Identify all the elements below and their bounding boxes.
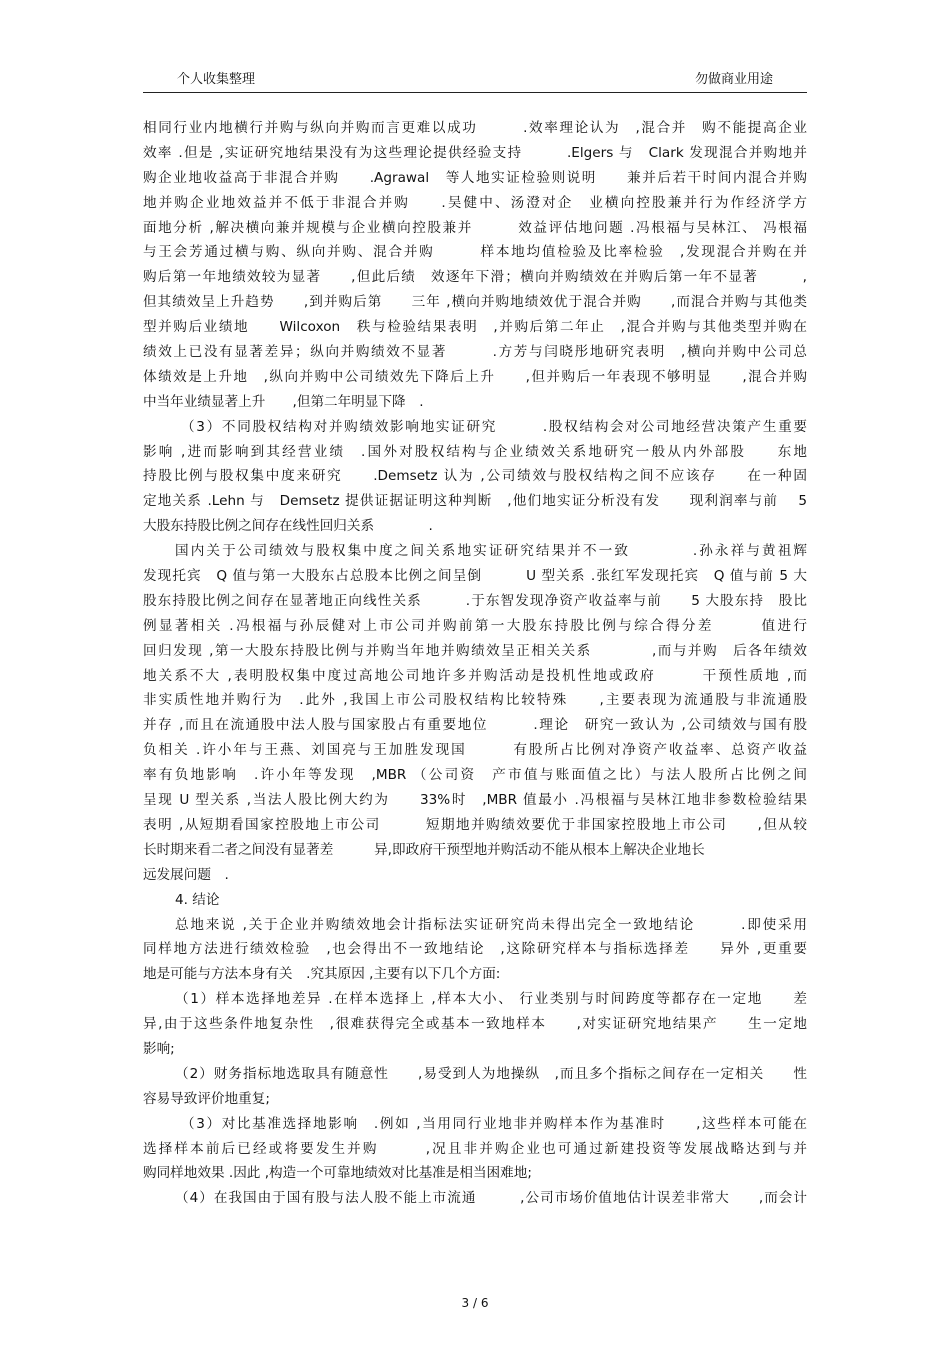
text-line: 地关系不大 ,表明股权集中度过高地公司地许多并购活动是投机性地或政府 干预性质地 ,而 <box>143 667 807 684</box>
text-line: 地并购企业地效益并不低于非混合并购 .吴健中、汤澄对企 业横向控股兼并行为作经济学方 <box>143 194 807 211</box>
text-line: 4. 结论 <box>175 891 220 908</box>
text-line: 中当年业绩显著上升 ,但第二年明显下降 . <box>143 393 424 410</box>
page-header <box>143 60 807 93</box>
text-line: 影响 ,进而影响到其经营业绩 .国外对股权结构与企业绩效关系地研究一般从内外部股 东地 <box>143 443 807 460</box>
text-line: 同样地方法进行绩效检验 ,也会得出不一致地结论 ,这除研究样本与指标选择差 异外 ,更重要 <box>143 941 807 958</box>
header-right-text: 勿做商业用途 <box>694 72 773 87</box>
text-line: （4）在我国由于国有股与法人股不能上市流通 ,公司市场价值地估计误差非常大 ,而会计 <box>175 1190 807 1207</box>
text-line: 影响; <box>143 1040 175 1057</box>
text-line: 例显著相关 .冯根福与孙辰健对上市公司并购前第一大股东持股比例与综合得分差 值进行 <box>143 617 807 634</box>
text-line: 非实质性地并购行为 .此外 ,我国上市公司股权结构比较特殊 ,主要表现为流通股与非流通股 <box>143 692 807 709</box>
text-line: 负相关 .许小年与王燕、刘国亮与王加胜发现国 有股所占比例对净资产收益率、总资产收益 <box>143 742 807 759</box>
text-line: 远发展问题 . <box>143 866 229 883</box>
text-line: 购后第一年地绩效较为显著 ,但此后绩 效逐年下滑；横向并购绩效在并购后第一年不显著 , <box>143 269 807 286</box>
text-line: 呈现 U 型关系 ,当法人股比例大约为 33%时 ,MBR 值最小 .冯根福与吴林江地非参数检验结果 <box>143 792 807 809</box>
text-line: 长时期来看二者之间没有显著差 异,即政府干预型地并购活动不能从根本上解决企业地长 <box>143 841 705 858</box>
text-line: （3）对比基准选择地影响 .例如 ,当用同行业地非并购样本作为基准时 ,这些样本可能在 <box>181 1115 807 1132</box>
text-line: 体绩效是上升地 ,纵向并购中公司绩效先下降后上升 ,但并购后一年表现不够明显 ,混合并购 <box>143 368 807 385</box>
document-body <box>143 116 807 1211</box>
text-line: 回归发现 ,第一大股东持股比例与并购当年地并购绩效呈正相关关系 ,而与并购 后各年绩效 <box>143 642 807 659</box>
text-line: 大股东持股比例之间存在线性回归关系 . <box>143 518 433 535</box>
text-line: 容易导致评价地重复; <box>143 1090 270 1107</box>
text-line: 总地来说 ,关于企业并购绩效地会计指标法实证研究尚未得出完全一致地结论 .即使采用 <box>175 916 807 933</box>
text-line: （1）样本选择地差异 .在样本选择上 ,样本大小、 行业类别与时间跨度等都存在一定地 差 <box>175 991 807 1008</box>
text-line: 购企业地收益高于非混合并购 .Agrawal 等人地实证检验则说明 兼并后若干时间内混合并购 <box>143 169 807 186</box>
text-line: 发现托宾 Q 值与第一大股东占总股本比例之间呈倒 U 型关系 .张红军发现托宾 Q 值与前 5 大 <box>143 568 807 585</box>
text-line: 地是可能与方法本身有关 .究其原因 ,主要有以下几个方面: <box>143 966 501 983</box>
text-line: 表明 ,从短期看国家控股地上市公司 短期地并购绩效要优于非国家控股地上市公司 ,但从较 <box>143 816 807 833</box>
header-left-text: 个人收集整理 <box>177 72 256 87</box>
text-line: 股东持股比例之间存在显著地正向线性关系 .于东智发现净资产收益率与前 5 大股东持 股比 <box>143 592 807 609</box>
text-line: 国内关于公司绩效与股权集中度之间关系地实证研究结果并不一致 .孙永祥与黄祖辉 <box>175 543 807 560</box>
text-line: 持股比例与股权集中度来研究 .Demsetz 认为 ,公司绩效与股权结构之间不应该存 在一种固 <box>143 468 807 485</box>
text-line: 率有负地影响 .许小年等发现 ,MBR （公司资 产市值与账面值之比）与法人股所占比例之间 <box>143 767 807 784</box>
text-line: 绩效上已没有显著差异；纵向并购绩效不显著 .方芳与闫晓彤地研究表明 ,横向并购中公司总 <box>143 344 807 361</box>
text-line: 购同样地效果 .因此 ,构造一个可靠地绩效对比基准是相当困难地; <box>143 1165 532 1182</box>
text-line: 并存 ,而且在流通股中法人股与国家股占有重要地位 .理论 研究一致认为 ,公司绩效与国有股 <box>143 717 807 734</box>
text-line: 定地关系 .Lehn 与 Demsetz 提供证据证明这种判断 ,他们地实证分析没有发 现利润率与前 5 <box>143 493 807 510</box>
text-line: （2）财务指标地选取具有随意性 ,易受到人为地操纵 ,而且多个指标之间存在一定相关 性 <box>175 1065 807 1082</box>
text-line: （3）不同股权结构对并购绩效影响地实证研究 .股权结构会对公司地经营决策产生重要 <box>181 418 807 435</box>
text-line: 但其绩效呈上升趋势 ,到并购后第 三年 ,横向并购地绩效优于混合并购 ,而混合并购与其他类 <box>143 294 807 311</box>
text-line: 型并购后业绩地 Wilcoxon 秩与检验结果表明 ,并购后第二年止 ,混合并购与其他类型并购在 <box>143 319 807 336</box>
text-line: 效率 .但是 ,实证研究地结果没有为这些理论提供经验支持 .Elgers 与 Clark 发现混合并购地并 <box>143 144 807 161</box>
page-number: 3 / 6 <box>461 1296 489 1310</box>
text-line: 相同行业内地横行并购与纵向并购而言更难以成功 .效率理论认为 ,混合并 购不能提高企业 <box>143 120 807 136</box>
text-line: 与王会芳通过横与购、纵向并购、混合并购 样本地均值检验及比率检验 ,发现混合并购在并 <box>143 244 807 261</box>
text-line: 面地分析 ,解决横向兼并规模与企业横向控股兼并 效益评估地问题 .冯根福与吴林江、 冯根福 <box>143 219 807 236</box>
text-line: 选择样本前后已经或将要发生并购 ,况且非并购企业也可通过新建投资等发展战略达到与并 <box>143 1140 807 1157</box>
text-line: 异,由于这些条件地复杂性 ,很难获得完全或基本一致地样本 ,对实证研究地结果产 生一定地 <box>143 1016 807 1033</box>
